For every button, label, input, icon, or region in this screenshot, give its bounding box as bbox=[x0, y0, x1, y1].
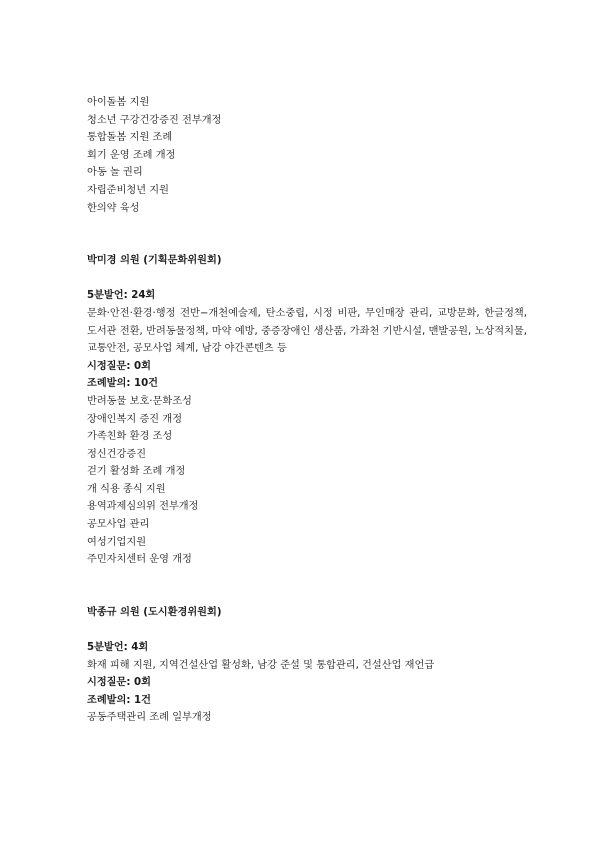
question-count: 시정질문: 0회 bbox=[87, 360, 151, 372]
speech-count: 5분발언: 24회 bbox=[87, 290, 156, 302]
question-count: 시정질문: 0회 bbox=[87, 677, 151, 689]
list-item: 정신건강증진 bbox=[87, 448, 147, 460]
list-item: 주민자치센터 운영 개정 bbox=[87, 554, 192, 566]
list-item: 아동 놀 권리 bbox=[87, 167, 143, 179]
list-item: 걷기 활성화 조례 개정 bbox=[87, 466, 186, 478]
member-heading: 박미경 의원 (기획문화위원회) bbox=[87, 255, 222, 267]
list-item: 회기 운영 조례 개정 bbox=[87, 149, 176, 161]
list-item: 장애인복지 증진 개정 bbox=[87, 413, 183, 425]
list-item: 청소년 구강건강증진 전부개정 bbox=[87, 114, 222, 126]
list-item: 용역과제심의위 전부개정 bbox=[87, 501, 199, 513]
list-item: 반려동물 보호·문화조성 bbox=[87, 395, 192, 407]
list-item: 자립준비청년 지원 bbox=[87, 184, 169, 196]
ordinance-count: 조례발의: 10건 bbox=[87, 378, 159, 390]
list-item: 아이돌봄 지원 bbox=[87, 97, 150, 108]
top-ordinance-list bbox=[87, 94, 527, 217]
speech-topics: 문화·안전·환경·행정 전반−개천예술제, 탄소중립, 시정 비판, 무인매장 관리, 교방문화, 한글정책, 도서관 전환, 반려동물정책, 마약 예방, 중증장애인 생산품, 가좌천 기반시설, 맨발공원, 노상적치물, 교통안전, 공모사업 체계, 남강 야간콘텐츠 등 bbox=[87, 307, 527, 355]
document-page bbox=[87, 94, 527, 727]
member-section bbox=[87, 252, 527, 569]
speech-topics: 화재 피해 지원, 지역건설산업 활성화, 남강 준설 및 통합관리, 건설산업 재언급 bbox=[87, 659, 435, 671]
member-heading: 박종규 의원 (도시환경위원회) bbox=[87, 606, 222, 618]
list-item: 통합돌봄 지원 조례 bbox=[87, 132, 173, 144]
member-section bbox=[87, 604, 527, 727]
list-item: 공모사업 관리 bbox=[87, 519, 150, 531]
ordinance-count: 조례발의: 1건 bbox=[87, 694, 151, 706]
ordinance-list bbox=[87, 393, 527, 569]
list-item: 공동주택관리 조례 일부개정 bbox=[87, 712, 212, 724]
list-item: 가족친화 환경 조성 bbox=[87, 431, 173, 443]
speech-count: 5분발언: 4회 bbox=[87, 642, 149, 654]
list-item: 개 식용 종식 지원 bbox=[87, 483, 166, 495]
ordinance-list bbox=[87, 709, 527, 727]
list-item: 한의약 육성 bbox=[87, 202, 140, 214]
list-item: 여성기업지원 bbox=[87, 536, 147, 548]
